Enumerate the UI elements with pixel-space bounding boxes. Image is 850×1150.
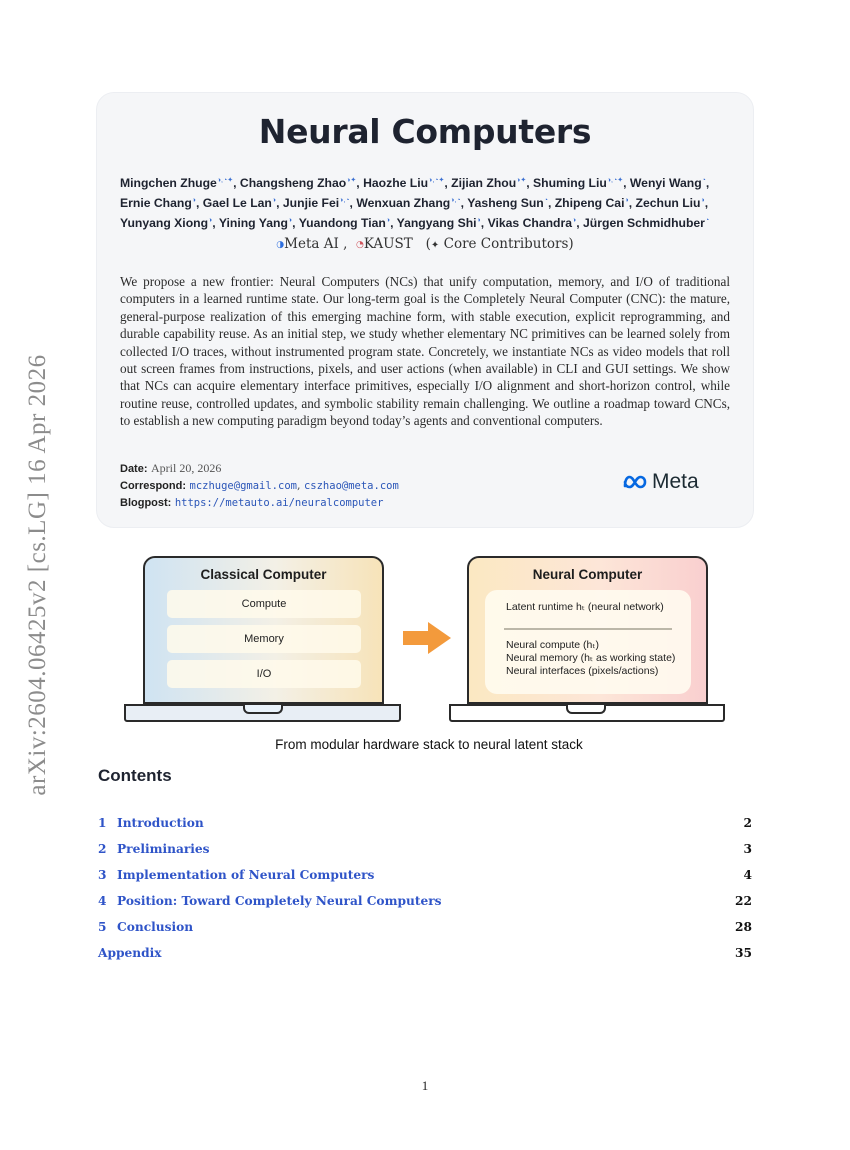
correspond-row: Correspond: mczhuge@gmail.com, cszhao@meta.com: [120, 479, 399, 492]
toc-number: 1: [98, 816, 107, 830]
neural-computer-screen: [467, 556, 708, 704]
email-link-2[interactable]: cszhao@meta.com: [303, 480, 399, 492]
author: Junjie Fei◑,◔: [282, 196, 350, 211]
io-module: I/O: [167, 660, 361, 688]
toc-number: 3: [98, 868, 107, 882]
toc-appendix-title[interactable]: Appendix: [98, 946, 162, 960]
author: Wenyi Wang◔: [629, 176, 706, 191]
meta-logo: [622, 470, 699, 494]
date-label: Date:: [120, 463, 148, 475]
date-row: [120, 461, 221, 476]
author: Mingchen Zhuge◑,◔✦: [120, 176, 234, 191]
panel-divider: [504, 628, 672, 630]
paper-title: Neural Computers: [258, 112, 592, 151]
author: Jürgen Schmidhuber◔: [583, 216, 710, 231]
date-value: April 20, 2026: [151, 461, 222, 475]
toc-page: 28: [735, 920, 752, 934]
toc-number: 5: [98, 920, 107, 934]
abstract: We propose a new frontier: Neural Computers (NCs) that unify computation, memory, and I/O of traditional computers in a learned runtime state. Our long-term goal is the Completely Neural Computer (CNC): the mature, general-purpose realization of this emerging machine form, with stable execution, explicit reprogramming, and durable capability reuse. As an initial step, we study whether elementary NC primitives can be learned solely from collected I/O traces, without instrumented program state. Concretely, we instantiate NCs as video models that roll out screen frames from instructions, pixels, and user actions (when available) in CLI and GUI settings. We show that NCs can acquire elementary interface primitives, especially I/O alignment and short-horizon control, while routine reuse, controlled updates, and symbolic stability remain challenging. We outline a roadmap toward CNCs, to establish a new computing paradigm beyond today’s agents and conventional computers.: [120, 274, 730, 429]
toc-title[interactable]: Preliminaries: [117, 842, 210, 856]
arxiv-id: arXiv:2604.06425v2 [cs.LG] 16 Apr 2026: [24, 354, 51, 796]
author: Yasheng Sun◔: [467, 196, 548, 211]
blogpost-label: Blogpost:: [120, 497, 172, 509]
neural-latent-panel: [485, 590, 691, 694]
toc-entry[interactable]: [98, 868, 752, 886]
toc-page: 35: [735, 946, 752, 960]
blogpost-row: [120, 496, 383, 509]
author: Yangyang Shi◑: [396, 216, 481, 231]
latent-runtime-label: Latent runtime hₜ (neural network): [506, 601, 664, 613]
author: Zechun Liu◑: [635, 196, 705, 211]
author: Vikas Chandra◑: [487, 216, 577, 231]
author: Haozhe Liu◑,◔✦: [363, 176, 445, 191]
figure-caption: From modular hardware stack to neural latent stack: [275, 737, 583, 752]
neural-computer-title: Neural Computer: [532, 567, 643, 582]
kaust-affil-icon: ◔: [356, 240, 364, 250]
contents-heading: Contents: [98, 766, 172, 785]
page-number: 1: [421, 1078, 429, 1093]
toc-entry[interactable]: [98, 920, 752, 938]
toc-entry[interactable]: [98, 842, 752, 860]
toc-entry-appendix[interactable]: [98, 946, 752, 964]
toc-title[interactable]: Implementation of Neural Computers: [117, 868, 375, 882]
affiliations: ◑Meta AI , ◔KAUST (✦ Core Contributors): [276, 236, 574, 252]
correspond-label: Correspond:: [120, 480, 186, 492]
author: Yunyang Xiong◑: [120, 216, 213, 231]
neural-laptop-notch: [566, 705, 606, 714]
neural-compute-label: Neural compute (hₜ): [506, 639, 599, 651]
core-contributor-icon: ✦: [430, 240, 440, 251]
meta-infinity-icon: [622, 474, 648, 490]
author: Zijian Zhou◑✦: [451, 176, 527, 191]
toc-page: 2: [743, 816, 752, 830]
toc-page: 22: [735, 894, 752, 908]
toc-page: 4: [743, 868, 752, 882]
toc-page: 3: [743, 842, 752, 856]
blogpost-link[interactable]: https://metauto.ai/neuralcomputer: [174, 497, 384, 509]
author: Zhipeng Cai◑: [554, 196, 629, 211]
affil-kaust: KAUST: [363, 236, 413, 252]
author: Wenxuan Zhang◑,◔: [356, 196, 461, 211]
compute-module: Compute: [167, 590, 361, 618]
affil-core: Core Contributors: [443, 236, 569, 252]
author: Gael Le Lan◑: [202, 196, 277, 211]
toc-title[interactable]: Position: Toward Completely Neural Computers: [117, 894, 442, 908]
author: Shuming Liu◑,◔✦: [533, 176, 624, 191]
toc-entry[interactable]: [98, 894, 752, 912]
affil-meta: Meta AI: [284, 236, 339, 252]
toc-title[interactable]: Introduction: [117, 816, 204, 830]
author: Yuandong Tian◑: [298, 216, 391, 231]
classical-computer-screen: [143, 556, 384, 704]
toc-number: 2: [98, 842, 107, 856]
meta-affil-icon: ◑: [276, 240, 285, 250]
author: Ernie Chang◑: [120, 196, 197, 211]
meta-logo-text: Meta: [652, 470, 699, 493]
classical-computer-title: Classical Computer: [200, 567, 327, 582]
author: Yining Yang◑: [218, 216, 293, 231]
classical-laptop-notch: [243, 705, 283, 714]
transition-arrow-icon: [402, 621, 452, 655]
neural-interfaces-label: Neural interfaces (pixels/actions): [506, 665, 659, 677]
author-list: Mingchen Zhuge◑,◔✦, Changsheng Zhao◑✦, Haozhe Liu◑,◔✦, Zijian Zhou◑✦, Shuming Liu◑,◔✦, Wenyi Wang◔, Ernie Chang◑, Gael Le Lan◑, Junjie Fei◑,◔, Wenxuan Zhang◑,◔, Yasheng Sun◔, Zhipeng Cai◑, Zechun Liu◑, Yunyang Xiong◑, Yining Yang◑, Yuandong Tian◑, Yangyang Shi◑, Vikas Chandra◑, Jürgen Schmidhuber◔: [120, 176, 710, 231]
toc-entry[interactable]: [98, 816, 752, 834]
neural-memory-label: Neural memory (hₜ as working state): [506, 652, 676, 664]
author: Changsheng Zhao◑✦: [239, 176, 357, 191]
toc-number: 4: [98, 894, 107, 908]
memory-module: Memory: [167, 625, 361, 653]
email-link-1[interactable]: mczhuge@gmail.com: [189, 480, 297, 492]
toc-title[interactable]: Conclusion: [117, 920, 194, 934]
